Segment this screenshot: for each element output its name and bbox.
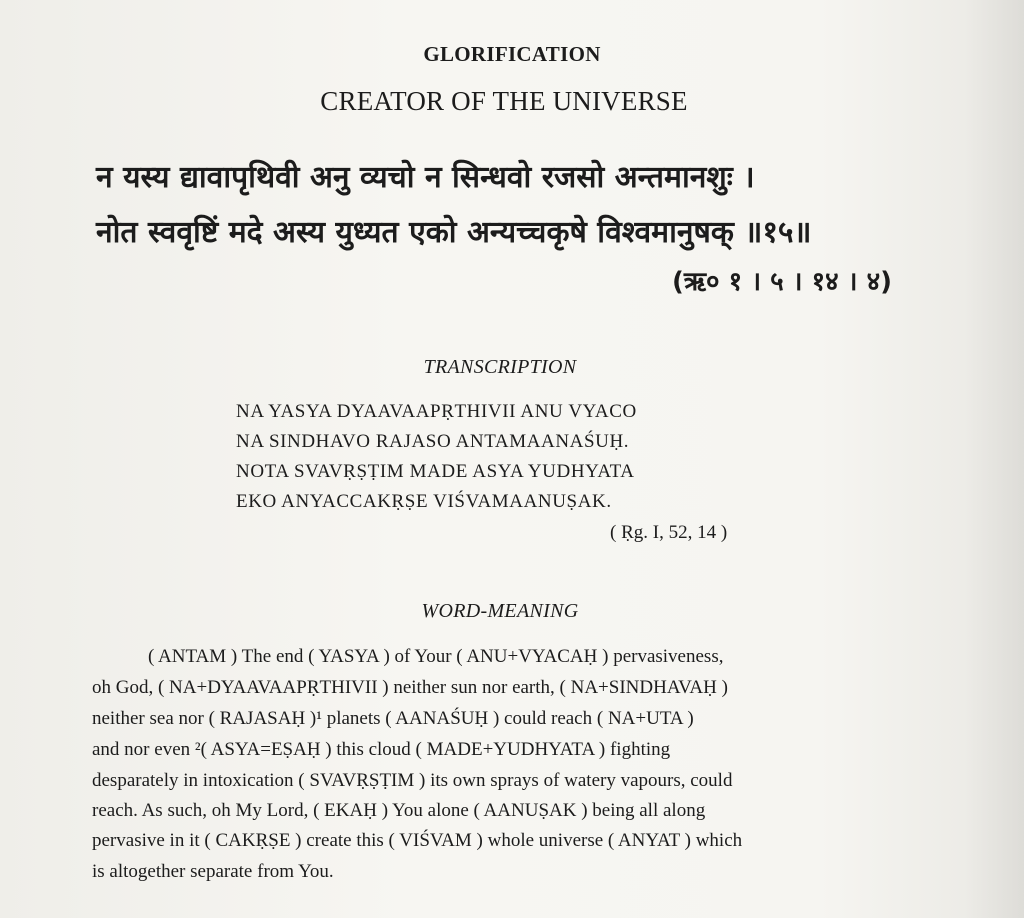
word-meaning-line-4: and nor even ²( ASYA=EṢAḤ ) this cloud ( MADE+YUDHYATA ) fighting xyxy=(92,739,671,760)
sanskrit-verse-line-2: नोत स्ववृष्टिं मदे अस्य युध्यत एको अन्यच्चकृषे विश्वमानुषक् ॥१५॥ xyxy=(96,215,812,250)
transcription-line-2: NA SINDHAVO RAJASO ANTAMAANAŚUḤ. xyxy=(236,431,630,452)
word-meaning-line-7: pervasive in it ( CAKṚṢE ) create this ( VIŚVAM ) whole universe ( ANYAT ) which xyxy=(92,830,743,851)
word-meaning-line-6: reach. As such, oh My Lord, ( EKAḤ ) You alone ( AANUṢAK ) being all along xyxy=(92,800,706,821)
transcription-reference: ( Ṛg. I, 52, 14 ) xyxy=(610,522,728,543)
word-meaning-line-2: oh God, ( NA+DYAAVAAPṚTHIVII ) neither sun nor earth, ( NA+SINDHAVAḤ ) xyxy=(92,677,728,698)
transcription-heading: TRANSCRIPTION xyxy=(423,356,577,378)
word-meaning-line-3: neither sea nor ( RAJASAḤ )¹ planets ( AANAŚUḤ ) could reach ( NA+UTA ) xyxy=(92,708,694,729)
page-edge-shadow xyxy=(964,0,1024,918)
word-meaning-line-8: is altogether separate from You. xyxy=(92,861,334,882)
transcription-line-4: EKO ANYACCAKṚṢE VIŚVAMAANUṢAK. xyxy=(236,491,612,512)
sanskrit-verse-reference: (ऋ० १ । ५ । १४ । ४) xyxy=(672,267,892,297)
sanskrit-verse-line-1: न यस्य द्यावापृथिवी अनु व्यचो न सिन्धवो रजसो अन्तमानशुः । xyxy=(96,160,755,195)
chapter-subheading: CREATOR OF THE UNIVERSE xyxy=(320,86,688,116)
word-meaning-heading: WORD-MEANING xyxy=(421,600,579,622)
word-meaning-line-1: ( ANTAM ) The end ( YASYA ) of Your ( ANU+VYACAḤ ) pervasiveness, xyxy=(148,646,724,667)
word-meaning-line-5: desparately in intoxication ( SVAVṚṢṬIM ) its own sprays of watery vapours, could xyxy=(92,770,733,791)
chapter-heading: GLORIFICATION xyxy=(423,42,601,66)
transcription-line-3: NOTA SVAVṚṢṬIM MADE ASYA YUDHYATA xyxy=(236,461,635,482)
transcription-line-1: NA YASYA DYAAVAAPṚTHIVII ANU VYACO xyxy=(236,401,637,422)
